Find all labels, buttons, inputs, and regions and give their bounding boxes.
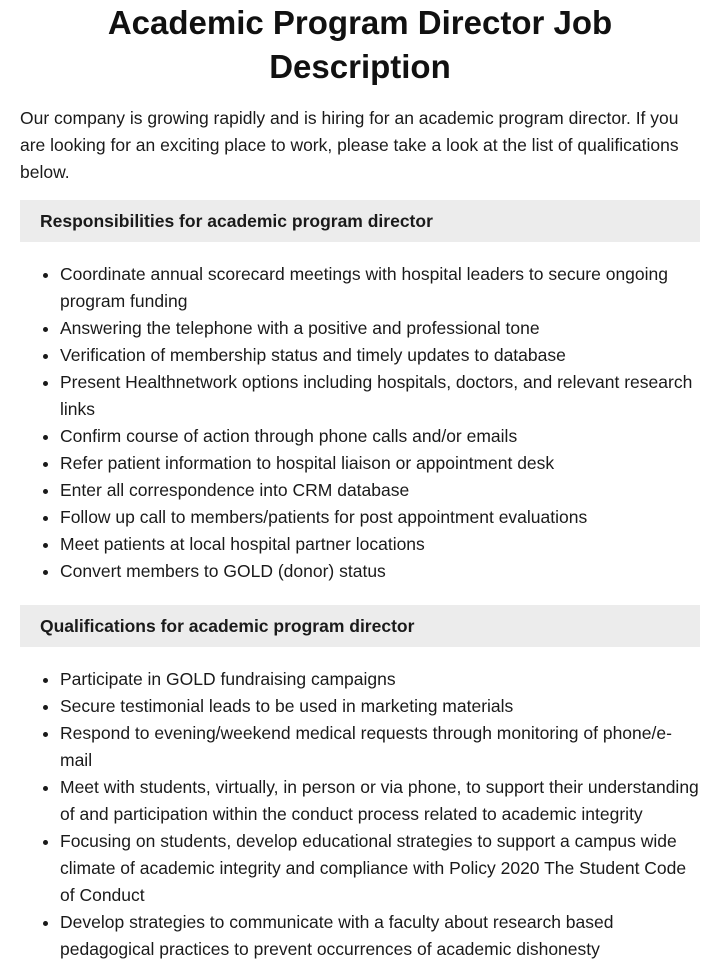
list-item: • Respond to evening/weekend medical requests through monitoring of phone/e-mail bbox=[60, 720, 700, 774]
intro-paragraph: Our company is growing rapidly and is hiring for an academic program director. If you are looking for an exciting place to work, please take a look at the list of qualifications below. bbox=[20, 108, 679, 182]
responsibilities-list bbox=[20, 261, 700, 585]
list-item: • Focusing on students, develop educational strategies to support a campus wide climate of academic integrity and compliance with Policy 2020 The Student Code of Conduct bbox=[60, 828, 700, 909]
list-item: • Secure testimonial leads to be used in marketing materials bbox=[60, 693, 700, 720]
list-item: • Coordinate annual scorecard meetings with hospital leaders to secure ongoing program funding bbox=[60, 261, 700, 315]
list-item: • Confirm course of action through phone calls and/or emails bbox=[60, 423, 700, 450]
list-item: • Present Healthnetwork options including hospitals, doctors, and relevant research links bbox=[60, 369, 700, 423]
qualifications-heading: Qualifications for academic program director bbox=[20, 605, 700, 647]
responsibilities-heading: Responsibilities for academic program director bbox=[20, 200, 700, 242]
list-item: • Follow up call to members/patients for post appointment evaluations bbox=[60, 504, 700, 531]
list-item: • Verification of membership status and timely updates to database bbox=[60, 342, 700, 369]
list-item: • Answering the telephone with a positive and professional tone bbox=[60, 315, 700, 342]
list-item: • Enter all correspondence into CRM database bbox=[60, 477, 700, 504]
list-item: • Convert members to GOLD (donor) status bbox=[60, 558, 700, 585]
list-item: • Refer patient information to hospital liaison or appointment desk bbox=[60, 450, 700, 477]
list-item: • Develop strategies to communicate with a faculty about research based pedagogical practices to prevent occurrences of academic dishonesty bbox=[60, 909, 700, 963]
page-title: Academic Program Director Job Description bbox=[107, 4, 613, 85]
list-item: • Meet patients at local hospital partner locations bbox=[60, 531, 700, 558]
qualifications-list bbox=[20, 666, 700, 963]
list-item: • Meet with students, virtually, in person or via phone, to support their understanding of and participation within the conduct process related to academic integrity bbox=[60, 774, 700, 828]
list-item: • Participate in GOLD fundraising campaigns bbox=[60, 666, 700, 693]
